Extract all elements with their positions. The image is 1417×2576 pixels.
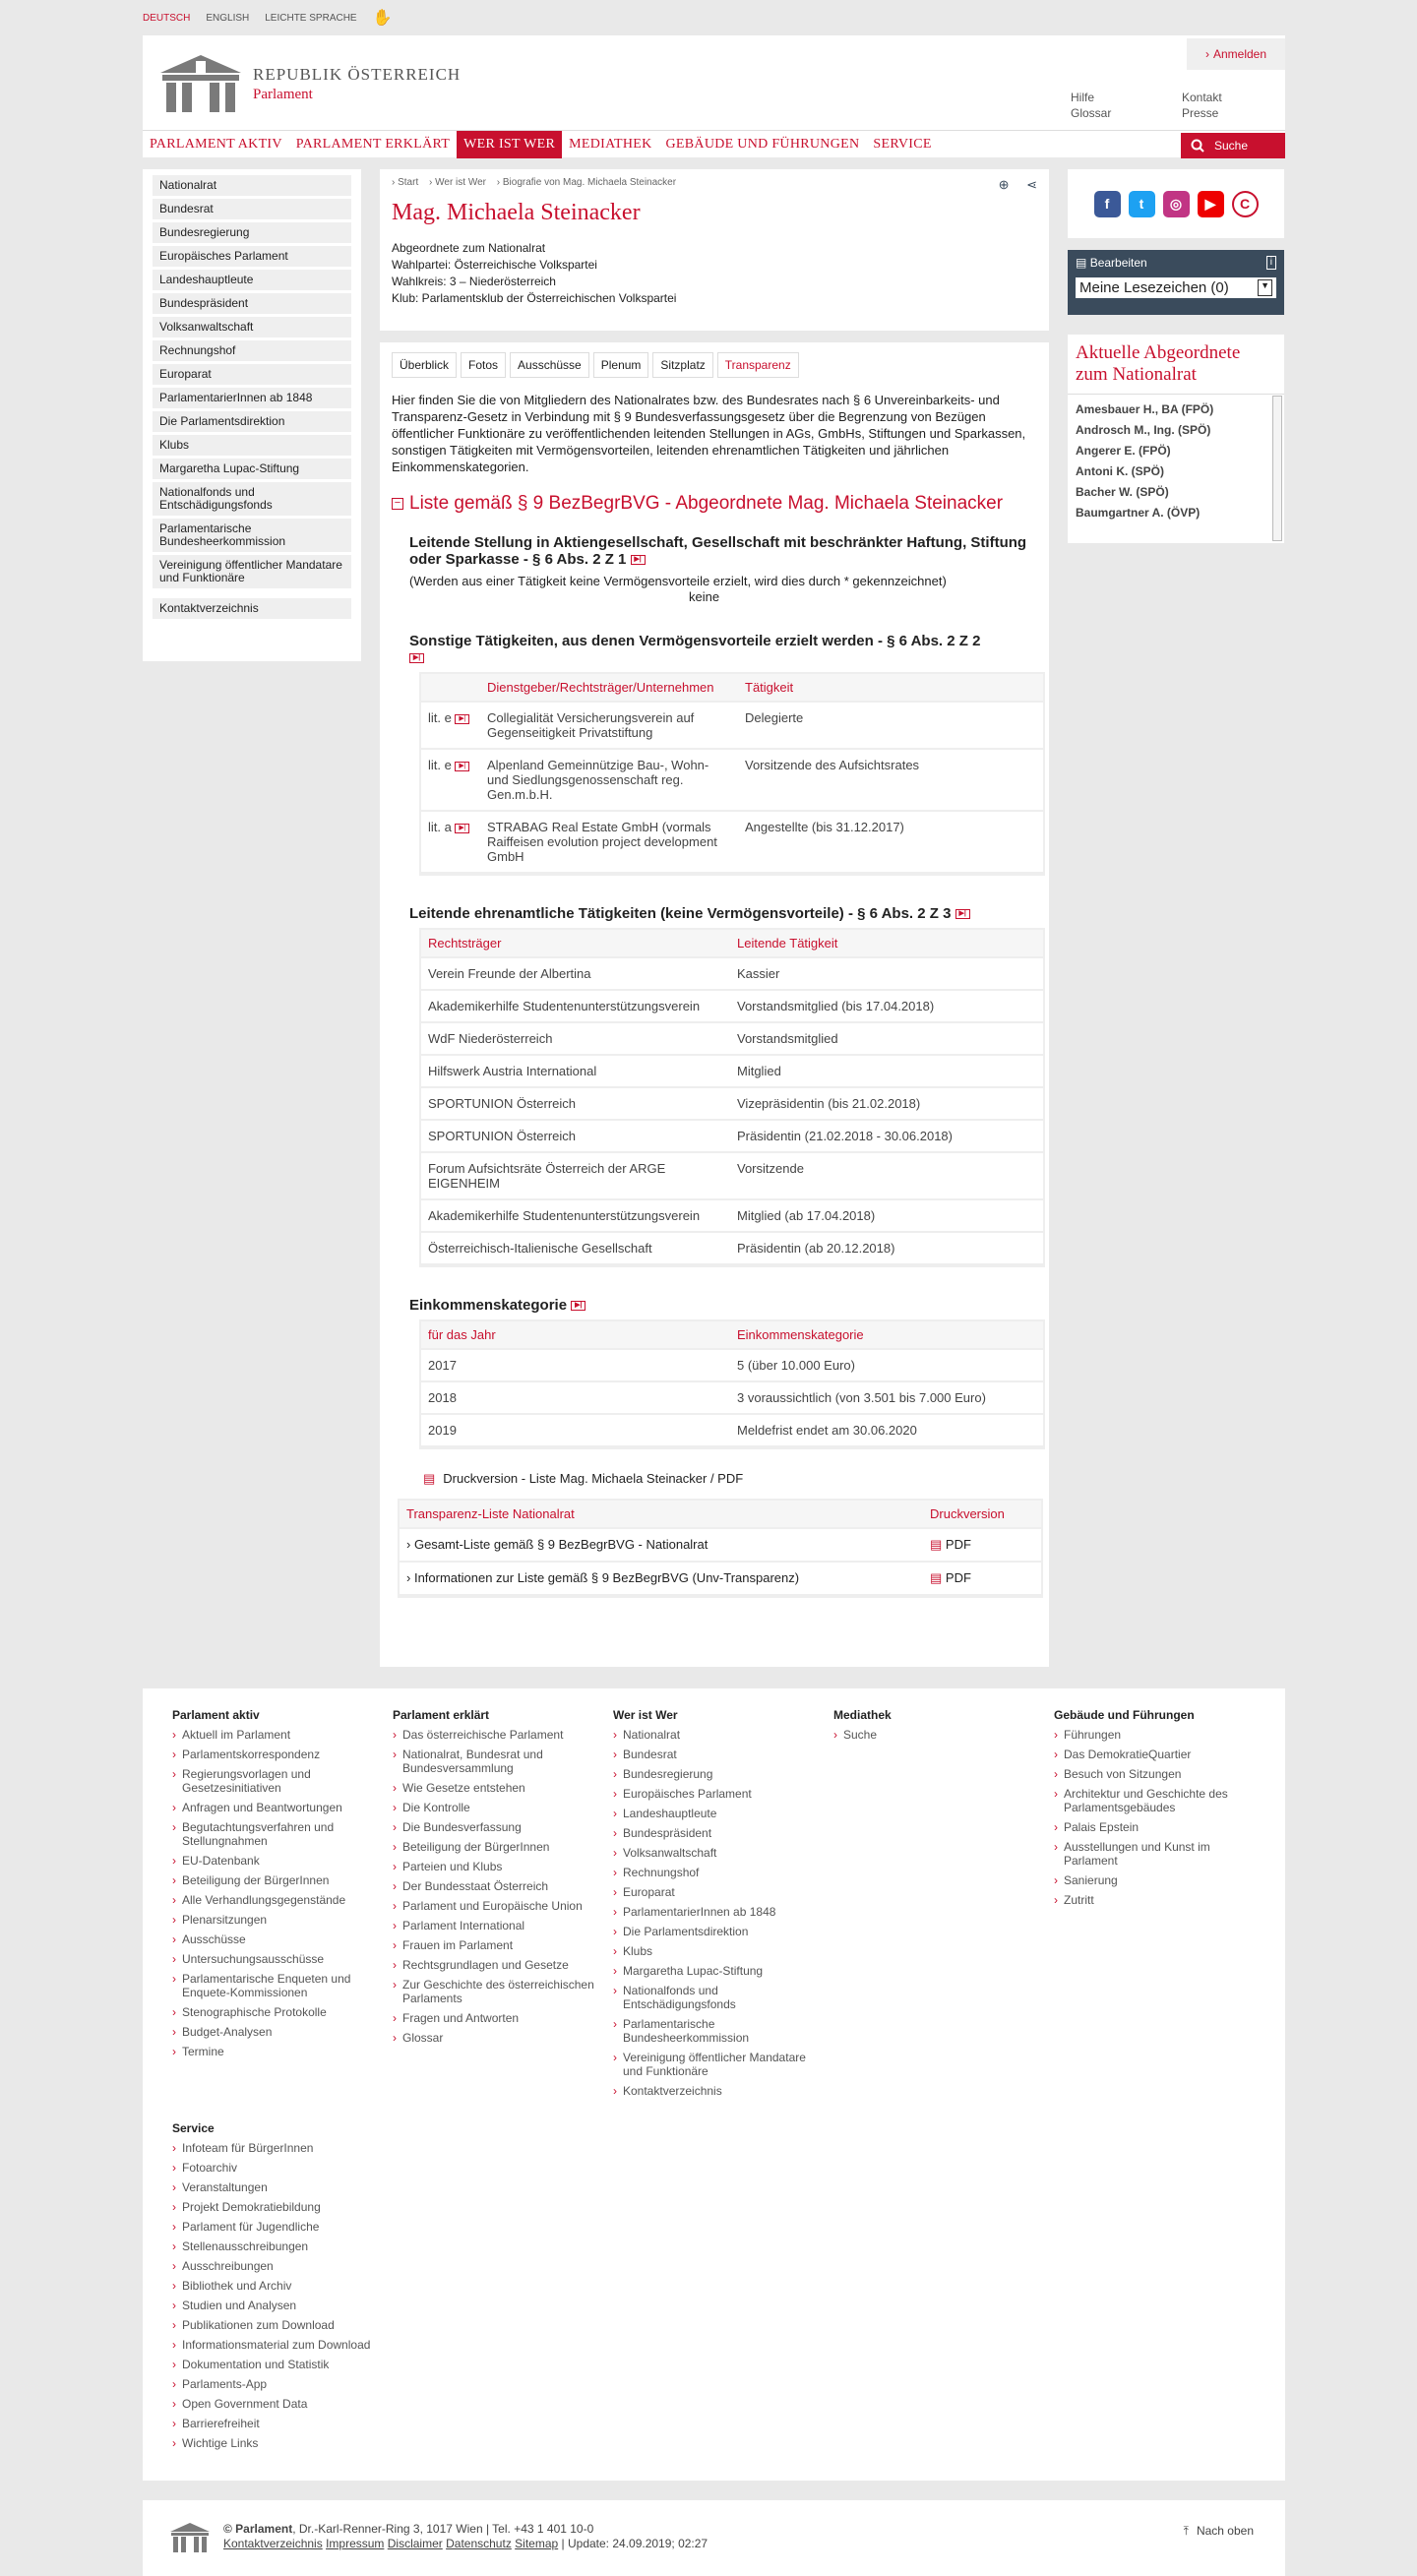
help-links xyxy=(1071,90,1111,121)
list-toggle[interactable] xyxy=(392,493,1037,515)
footer-link[interactable]: › ParlamentarierInnen ab 1848 xyxy=(613,1905,820,1919)
footer-heading[interactable]: Gebäude und Führungen xyxy=(1054,1708,1195,1722)
footer-link[interactable]: › Anfragen und Beantwortungen xyxy=(172,1801,379,1814)
sidebar-item-bundespraesident[interactable]: Bundespräsident xyxy=(153,293,351,314)
press-link[interactable]: Presse xyxy=(1182,106,1219,120)
table-row xyxy=(421,1381,1043,1414)
sidebar-item-europarat[interactable]: Europarat xyxy=(153,364,351,385)
footer-link[interactable]: › Dokumentation und Statistik xyxy=(172,2358,379,2371)
section-ehrenamt-title xyxy=(409,905,1037,922)
cell-category: Meldefrist endet am 30.06.2020 xyxy=(730,1414,1043,1446)
footer-heading[interactable]: Service xyxy=(172,2121,215,2135)
facebook-icon[interactable]: f xyxy=(1094,191,1121,217)
footer-col-gebaeude xyxy=(1054,1708,1261,1913)
footer-link[interactable]: › Projekt Demokratiebildung xyxy=(172,2200,379,2214)
login-button[interactable]: › Anmelden xyxy=(1187,38,1285,70)
login-label: Anmelden xyxy=(1212,47,1267,61)
footer-link[interactable]: › Termine xyxy=(172,2045,379,2058)
s4-col-1: für das Jahr xyxy=(421,1321,730,1349)
cell-doc[interactable]: Informationen zur Liste gemäß § 9 BezBegrBVG (Unv-Transparenz) xyxy=(413,1570,800,1585)
footer-col-wer-ist-wer xyxy=(613,1708,820,2104)
footer-link[interactable]: › Der Bundesstaat Österreich xyxy=(393,1879,599,1893)
bottom-bar xyxy=(143,2500,1285,2576)
sidebar-item-parlamentarier-1848[interactable]: ParlamentarierInnen ab 1848 xyxy=(153,388,351,408)
cell-year: 2017 xyxy=(421,1349,730,1381)
cell-lit: lit. e xyxy=(428,710,452,725)
footer-link[interactable]: › Das DemokratieQuartier xyxy=(1054,1748,1261,1761)
footer-link[interactable]: › Regierungsvorlagen und Gesetzesinitiativen xyxy=(172,1767,379,1795)
cell-role: Präsidentin (ab 20.12.2018) xyxy=(730,1232,1043,1264)
current-members-panel xyxy=(1068,335,1284,543)
table-row xyxy=(421,1199,1043,1232)
s3-table xyxy=(419,928,1045,1267)
cell-org: Akademikerhilfe Studentenunterstützungsverein xyxy=(421,1199,730,1232)
chevron-down-icon: ▼ xyxy=(1258,279,1272,296)
search-icon xyxy=(1191,139,1204,153)
s5-col-1: Transparenz-Liste Nationalrat xyxy=(400,1501,923,1528)
tab-sitzplatz[interactable]: Sitzplatz xyxy=(652,352,712,378)
transparency-panel xyxy=(380,342,1049,1667)
list-item[interactable]: Angerer E. (FPÖ) xyxy=(1076,444,1171,458)
cell-org: Collegialität Versicherungsverein auf Gegenseitigkeit Privatstiftung xyxy=(480,702,738,749)
cell-role: Kassier xyxy=(730,957,1043,990)
person-info xyxy=(392,240,1037,307)
bookmark-select[interactable] xyxy=(1076,277,1276,298)
footer-col-parlament-aktiv xyxy=(172,1708,379,2064)
breadcrumb-wer-ist-wer[interactable]: Wer ist Wer xyxy=(435,177,486,188)
lang-deutsch[interactable]: DEUTSCH xyxy=(143,12,191,24)
footer-link[interactable]: › Rechnungshof xyxy=(613,1866,820,1879)
list-item[interactable]: Androsch M., Ing. (SPÖ) xyxy=(1076,423,1211,437)
search-button[interactable] xyxy=(1181,133,1285,158)
cell-org: Forum Aufsichtsräte Österreich der ARGE EIGENHEIM xyxy=(421,1152,730,1199)
logo-title: REPUBLIK ÖSTERREICH xyxy=(253,64,462,84)
nav-parlament-erklaert[interactable]: PARLAMENT ERKLÄRT xyxy=(295,136,451,152)
list-item[interactable]: Antoni K. (SPÖ) xyxy=(1076,464,1164,478)
search-label: Suche xyxy=(1214,139,1249,153)
footer xyxy=(143,1688,1285,2481)
footer-link[interactable]: › Europäisches Parlament xyxy=(613,1787,820,1801)
sidebar-item-eu-parlament[interactable]: Europäisches Parlament xyxy=(153,246,351,267)
info-icon[interactable]: i xyxy=(1266,256,1276,270)
main-nav xyxy=(143,130,1285,157)
cell-lit: lit. a xyxy=(428,820,452,834)
back-to-top-label: Nach oben xyxy=(1196,2524,1254,2538)
footer-link[interactable]: › Parlamentarische Enqueten und Enquete-Kommissionen xyxy=(172,1972,379,1999)
footer-col-parlament-erklaert xyxy=(393,1708,599,2051)
footer-link[interactable]: › Die Kontrolle xyxy=(393,1801,599,1814)
profile-panel xyxy=(380,169,1049,331)
link-sitemap[interactable]: Sitemap xyxy=(515,2537,559,2550)
intro-text: Hier finden Sie die von Mitgliedern des Nationalrates bzw. des Bundesrates nach § 6 Unvereinbarkeits- und Transparenz-Gesetz in Verbindung mit § 9 Bundesverfassungsgesetz über die Begrenzung von Bezügen öffentlicher Funktionäre zu veröffentlichenden leitenden Stellungen in AGs, GmbHs, Stiftungen und Sparkassen, sonstigen Tätigkeiten mit Vermögensvorteilen, leitenden ehrenamtlichen Tätigkeiten und jährlichen Einkommenskategorien. xyxy=(392,393,1026,474)
s4-col-2: Einkommenskategorie xyxy=(730,1321,1043,1349)
footer-link[interactable]: › Klubs xyxy=(613,1944,820,1958)
table-row xyxy=(421,702,1043,749)
s3-col-2: Leitende Tätigkeit xyxy=(730,930,1043,957)
nav-gebaeude[interactable]: GEBÄUDE UND FÜHRUNGEN xyxy=(665,136,860,152)
table-row xyxy=(421,1152,1043,1199)
footer-link[interactable]: › Parlaments-App xyxy=(172,2377,379,2391)
footer-link[interactable]: › Barrierefreiheit xyxy=(172,2417,379,2430)
footer-heading[interactable]: Wer ist Wer xyxy=(613,1708,678,1722)
footer-link[interactable]: › Bundesrat xyxy=(613,1748,820,1761)
lang-leichte-sprache[interactable]: LEICHTE SPRACHE xyxy=(265,12,357,24)
list-item[interactable]: Bacher W. (SPÖ) xyxy=(1076,485,1169,499)
table-row xyxy=(421,749,1043,811)
footer-link[interactable]: › Europarat xyxy=(613,1885,820,1899)
sidebar-item-bundesrat[interactable]: Bundesrat xyxy=(153,199,351,219)
copyright-org: © Parlament xyxy=(223,2522,293,2536)
cell-category: 3 voraussichtlich (von 3.501 bis 7.000 Euro) xyxy=(730,1381,1043,1414)
parliament-building-icon xyxy=(156,53,245,114)
cell-year: 2018 xyxy=(421,1381,730,1414)
glossary-link[interactable]: Glossar xyxy=(1071,106,1112,120)
table-row xyxy=(421,1349,1043,1381)
s2-col-1: Dienstgeber/Rechtsträger/Unternehmen xyxy=(480,674,738,702)
youtube-icon[interactable]: ▶ xyxy=(1198,191,1224,217)
list-item[interactable]: Amesbauer H., BA (FPÖ) xyxy=(1076,402,1214,416)
cell-role: Präsidentin (21.02.2018 - 30.06.2018) xyxy=(730,1120,1043,1152)
link-disclaimer[interactable]: Disclaimer xyxy=(387,2537,443,2550)
footer-link[interactable]: › Nationalrat, Bundesrat und Bundesversammlung xyxy=(393,1748,599,1775)
footer-link[interactable]: › Volksanwaltschaft xyxy=(613,1846,820,1860)
sidebar-item-klubs[interactable]: Klubs xyxy=(153,435,351,456)
nav-wer-ist-wer[interactable]: WER IST WER xyxy=(457,131,562,158)
table-row xyxy=(421,990,1043,1022)
footer-link[interactable]: › Begutachtungsverfahren und Stellungnahmen xyxy=(172,1820,379,1848)
footer-link[interactable]: › Führungen xyxy=(1054,1728,1261,1742)
footer-link[interactable]: › Landeshauptleute xyxy=(613,1807,820,1820)
contact-link[interactable]: Kontakt xyxy=(1182,91,1222,104)
cell-org: SPORTUNION Österreich xyxy=(421,1120,730,1152)
footer-link[interactable]: › EU-Datenbank xyxy=(172,1854,379,1868)
footer-link[interactable]: › Parlamentarische Bundesheerkommission xyxy=(613,2017,820,2045)
footer-link[interactable]: › Fotoarchiv xyxy=(172,2161,379,2175)
cell-pdf[interactable]: PDF xyxy=(945,1570,971,1585)
cell-org: Alpenland Gemeinnützige Bau-, Wohn- und Siedlungsgenossenschaft reg. Gen.m.b.H. xyxy=(480,749,738,811)
footer-link[interactable]: › Ausschüsse xyxy=(172,1932,379,1946)
cell-role: Vizepräsidentin (bis 21.02.2018) xyxy=(730,1087,1043,1120)
current-members-title: Aktuelle Abgeordnete zum Nationalrat xyxy=(1076,342,1241,385)
tab-ueberblick[interactable]: Überblick xyxy=(392,352,457,378)
s2-col-empty xyxy=(421,674,480,702)
footer-link[interactable]: › Parlament International xyxy=(393,1919,599,1932)
collapse-icon: − xyxy=(392,498,403,510)
print-label: Druckversion - Liste Mag. Michaela Steinacker / PDF xyxy=(443,1471,744,1486)
footer-link[interactable]: › Kontaktverzeichnis xyxy=(613,2084,820,2098)
footer-link[interactable]: › Ausschreibungen xyxy=(172,2259,379,2273)
footer-link[interactable]: › Infoteam für BürgerInnen xyxy=(172,2141,379,2155)
cell-org: STRABAG Real Estate GmbH (vormals Raiffeisen evolution project development GmbH xyxy=(480,811,738,873)
footer-link[interactable]: › Beteiligung der BürgerInnen xyxy=(172,1873,379,1887)
breadcrumb-start[interactable]: Start xyxy=(398,177,419,188)
footer-link[interactable]: › Frauen im Parlament xyxy=(393,1938,599,1952)
sidebar xyxy=(143,169,361,661)
cell-doc[interactable]: Gesamt-Liste gemäß § 9 BezBegrBVG - Nationalrat xyxy=(413,1537,708,1552)
s3-col-1: Rechtsträger xyxy=(421,930,730,957)
footer-link[interactable]: › Vereinigung öffentlicher Mandatare und Funktionäre xyxy=(613,2051,820,2078)
footer-link[interactable]: › Budget-Analysen xyxy=(172,2025,379,2039)
cell-category: 5 (über 10.000 Euro) xyxy=(730,1349,1043,1381)
sign-language-icon[interactable]: ✋ xyxy=(372,10,393,27)
sidebar-item-parlamentsdirektion[interactable]: Die Parlamentsdirektion xyxy=(153,411,351,432)
cell-org: Hilfswerk Austria International xyxy=(421,1055,730,1087)
twitter-icon[interactable]: t xyxy=(1129,191,1155,217)
footer-link[interactable]: › Beteiligung der BürgerInnen xyxy=(393,1840,599,1854)
footer-link[interactable]: › Parlamentskorrespondenz xyxy=(172,1748,379,1761)
s3-title-text: Leitende ehrenamtliche Tätigkeiten (keine Vermögensvorteile) - § 6 Abs. 2 Z 3 xyxy=(409,905,952,922)
cell-pdf[interactable]: PDF xyxy=(945,1537,971,1552)
footer-link[interactable]: › Das österreichische Parlament xyxy=(393,1728,599,1742)
footer-link[interactable]: › Parteien und Klubs xyxy=(393,1860,599,1873)
cell-lit: lit. e xyxy=(428,758,452,772)
person-party: Wahlpartei: Österreichische Volkspartei xyxy=(392,258,597,272)
table-row xyxy=(421,1055,1043,1087)
table-row[interactable]: › Gesamt-Liste gemäß § 9 BezBegrBVG - Nationalrat ▤ PDF xyxy=(400,1528,1041,1562)
footer-link[interactable]: › Zutritt xyxy=(1054,1893,1261,1907)
sidebar-item-rechnungshof[interactable]: Rechnungshof xyxy=(153,340,351,361)
cell-role: Vorsitzende xyxy=(730,1152,1043,1199)
sidebar-item-vereinigung[interactable]: Vereinigung öffentlicher Mandatare und Funktionäre xyxy=(153,555,351,588)
logo-subtitle: Parlament xyxy=(253,86,313,102)
footer-link[interactable]: › Besuch von Sitzungen xyxy=(1054,1767,1261,1781)
footer-link[interactable]: › Zur Geschichte des österreichischen Parlaments xyxy=(393,1978,599,2005)
footer-link[interactable]: › Nationalrat xyxy=(613,1728,820,1742)
sidebar-item-lupac-stiftung[interactable]: Margaretha Lupac-Stiftung xyxy=(153,459,351,479)
table-row xyxy=(421,1087,1043,1120)
cell-role: Mitglied xyxy=(730,1055,1043,1087)
s5-col-2: Druckversion xyxy=(923,1501,1041,1528)
footer-link[interactable]: › Informationsmaterial zum Download xyxy=(172,2338,379,2352)
cell-org: Österreichisch-Italienische Gesellschaft xyxy=(421,1232,730,1264)
footer-link[interactable]: › Untersuchungsausschüsse xyxy=(172,1952,379,1966)
footer-link[interactable]: › Parlament für Jugendliche xyxy=(172,2220,379,2234)
update-date: | Update: 24.09.2019; 02:27 xyxy=(561,2537,708,2550)
info-icon[interactable]: ▶| xyxy=(455,762,469,771)
info-icon[interactable]: ▶| xyxy=(571,1301,585,1311)
link-impressum[interactable]: Impressum xyxy=(326,2537,385,2550)
info-icon[interactable]: ▶| xyxy=(409,653,424,663)
bookmark-select-value: Meine Lesezeichen (0) xyxy=(1079,279,1229,296)
footer-link[interactable]: › Veranstaltungen xyxy=(172,2180,379,2194)
footer-link[interactable]: › Studien und Analysen xyxy=(172,2299,379,2312)
footer-heading[interactable]: Parlament erklärt xyxy=(393,1708,490,1722)
parliament-logo[interactable] xyxy=(156,53,461,114)
parliament-building-icon xyxy=(168,2522,212,2553)
tab-bar xyxy=(392,352,1037,378)
pdf-icon: ▤ xyxy=(423,1471,436,1486)
cell-role: Delegierte xyxy=(738,702,1043,749)
s2-title-text: Sonstige Tätigkeiten, aus denen Vermögensvorteile erzielt werden - § 6 Abs. 2 Z 2 xyxy=(409,633,981,649)
sidebar-item-volksanwaltschaft[interactable]: Volksanwaltschaft xyxy=(153,317,351,337)
cell-role: Vorstandsmitglied xyxy=(730,1022,1043,1055)
footer-link[interactable]: › Nationalfonds und Entschädigungsfonds xyxy=(613,1984,820,2011)
section-einkommen-title xyxy=(409,1297,1037,1314)
table-row xyxy=(421,1414,1043,1446)
footer-link[interactable]: › Bibliothek und Archiv xyxy=(172,2279,379,2293)
footer-link[interactable]: › Die Parlamentsdirektion xyxy=(613,1925,820,1938)
bearbeiten-label: Bearbeiten xyxy=(1089,256,1147,270)
scrollbar[interactable] xyxy=(1272,396,1282,541)
tab-ausschuesse[interactable]: Ausschüsse xyxy=(510,352,589,378)
footer-link[interactable]: › Publikationen zum Download xyxy=(172,2318,379,2332)
footer-link[interactable]: › Stenographische Protokolle xyxy=(172,2005,379,2019)
page-title: Mag. Michaela Steinacker xyxy=(392,200,641,225)
print-link[interactable] xyxy=(423,1471,1037,1487)
footer-link[interactable]: › Bundesregierung xyxy=(613,1767,820,1781)
sidebar-item-bundesheerkommission[interactable]: Parlamentarische Bundesheerkommission xyxy=(153,519,351,552)
link-kontaktverzeichnis[interactable]: Kontaktverzeichnis xyxy=(223,2537,323,2550)
table-row xyxy=(421,1232,1043,1264)
s4-table xyxy=(419,1319,1045,1449)
footer-link[interactable]: › Stellenausschreibungen xyxy=(172,2239,379,2253)
list-title: Liste gemäß § 9 BezBegrBVG - Abgeordnete Mag. Michaela Steinacker xyxy=(409,493,1004,514)
header xyxy=(143,35,1285,130)
breadcrumb: › Start › Wer ist Wer › Biografie von Mag. Michaela Steinacker xyxy=(392,177,677,188)
footer-link[interactable]: › Architektur und Geschichte des Parlamentsgebäudes xyxy=(1054,1787,1261,1814)
footer-link[interactable]: › Ausstellungen und Kunst im Parlament xyxy=(1054,1840,1261,1868)
cell-role: Mitglied (ab 17.04.2018) xyxy=(730,1199,1043,1232)
info-icon[interactable]: ▶| xyxy=(455,824,469,833)
bookmarks-panel xyxy=(1068,250,1284,315)
footer-link[interactable]: › Margaretha Lupac-Stiftung xyxy=(613,1964,820,1978)
footer-col-mediathek xyxy=(833,1708,1040,1748)
table-row xyxy=(421,1120,1043,1152)
person-club: Klub: Parlamentsklub der Österreichischen Volkspartei xyxy=(392,291,677,305)
cell-org: WdF Niederösterreich xyxy=(421,1022,730,1055)
tab-transparenz[interactable]: Transparenz xyxy=(717,352,799,378)
table-row xyxy=(421,811,1043,873)
sidebar-item-landeshauptleute[interactable]: Landeshauptleute xyxy=(153,270,351,290)
nav-parlament-aktiv[interactable]: PARLAMENT AKTIV xyxy=(150,136,282,152)
tab-fotos[interactable]: Fotos xyxy=(461,352,506,378)
footer-link[interactable]: › Plenarsitzungen xyxy=(172,1913,379,1927)
person-district: Wahlkreis: 3 – Niederösterreich xyxy=(392,275,556,288)
s1-note: (Werden aus einer Tätigkeit keine Vermögensvorteile erzielt, wird dies durch * gekennzeichnet) xyxy=(409,574,947,588)
contact-links xyxy=(1182,90,1222,121)
info-icon[interactable]: ▶| xyxy=(455,714,469,724)
s5-table xyxy=(398,1499,1043,1598)
bookmark-icon[interactable]: ⊕ xyxy=(998,177,1010,192)
cell-org: Verein Freunde der Albertina xyxy=(421,957,730,990)
footer-heading[interactable]: Mediathek xyxy=(833,1708,892,1722)
parliament-app-icon[interactable]: C xyxy=(1232,191,1259,217)
table-row xyxy=(421,957,1043,990)
sidebar-item-bundesregierung[interactable]: Bundesregierung xyxy=(153,222,351,243)
s2-table xyxy=(419,672,1045,876)
cell-role: Vorsitzende des Aufsichtsrates xyxy=(738,749,1043,811)
footer-link[interactable]: › Wie Gesetze entstehen xyxy=(393,1781,599,1795)
nav-mediathek[interactable]: MEDIATHEK xyxy=(569,136,652,152)
pdf-icon: ▤ xyxy=(930,1570,943,1585)
footer-link[interactable]: › Die Bundesverfassung xyxy=(393,1820,599,1834)
breadcrumb-current: Biografie von Mag. Michaela Steinacker xyxy=(502,177,677,188)
pdf-icon: ▤ xyxy=(930,1537,943,1552)
footer-link[interactable]: › Fragen und Antworten xyxy=(393,2011,599,2025)
nav-service[interactable]: SERVICE xyxy=(873,136,932,152)
arrow-up-icon: ⤒ xyxy=(1183,2524,1189,2538)
instagram-icon[interactable]: ◎ xyxy=(1163,191,1190,217)
members-list xyxy=(1076,399,1276,537)
cell-org: Akademikerhilfe Studentenunterstützungsverein xyxy=(421,990,730,1022)
section-sonstige-title xyxy=(409,633,1037,666)
link-datenschutz[interactable]: Datenschutz xyxy=(446,2537,512,2550)
s2-col-2: Tätigkeit xyxy=(738,674,1043,702)
s1-title-text: Leitende Stellung in Aktiengesellschaft, Gesellschaft mit beschränkter Haftung, Stiftung oder Sparkasse - § 6 Abs. 2 Z 1 xyxy=(409,534,1027,568)
edit-icon: ▤ xyxy=(1076,256,1087,270)
lang-english[interactable]: ENGLISH xyxy=(206,12,250,24)
footer-link[interactable]: › Aktuell im Parlament xyxy=(172,1728,379,1742)
footer-link[interactable]: › Open Government Data xyxy=(172,2397,379,2411)
table-row[interactable]: › Informationen zur Liste gemäß § 9 BezBegrBVG (Unv-Transparenz) ▤ PDF xyxy=(400,1562,1041,1595)
back-to-top-button[interactable] xyxy=(1184,2524,1254,2539)
section-leitende-stellung-title xyxy=(409,534,1037,568)
footer-link[interactable]: › Suche xyxy=(833,1728,1040,1742)
sidebar-item-nationalfonds[interactable]: Nationalfonds und Entschädigungsfonds xyxy=(153,482,351,516)
footer-link[interactable]: › Bundespräsident xyxy=(613,1826,820,1840)
sidebar-item-nationalrat[interactable]: Nationalrat xyxy=(153,175,351,196)
cell-org: SPORTUNION Österreich xyxy=(421,1087,730,1120)
footer-link[interactable]: › Rechtsgrundlagen und Gesetze xyxy=(393,1958,599,1972)
footer-link[interactable]: › Palais Epstein xyxy=(1054,1820,1261,1834)
tab-plenum[interactable]: Plenum xyxy=(593,352,649,378)
cell-role: Vorstandsmitglied (bis 17.04.2018) xyxy=(730,990,1043,1022)
footer-link[interactable]: › Wichtige Links xyxy=(172,2436,379,2450)
footer-col-service xyxy=(172,2121,379,2456)
language-bar xyxy=(143,0,1285,35)
footer-heading[interactable]: Parlament aktiv xyxy=(172,1708,260,1722)
help-link[interactable]: Hilfe xyxy=(1071,91,1095,104)
social-links xyxy=(1068,169,1284,238)
cell-year: 2019 xyxy=(421,1414,730,1446)
s1-none: keine xyxy=(689,589,720,604)
cell-role: Angestellte (bis 31.12.2017) xyxy=(738,811,1043,873)
footer-link[interactable]: › Glossar xyxy=(393,2031,599,2045)
info-icon[interactable]: ▶| xyxy=(631,555,646,565)
share-icon[interactable]: ⋖ xyxy=(1026,177,1037,192)
footer-link[interactable]: › Alle Verhandlungsgegenstände xyxy=(172,1893,379,1907)
footer-link[interactable]: › Sanierung xyxy=(1054,1873,1261,1887)
s4-title-text: Einkommenskategorie xyxy=(409,1297,568,1314)
address: , Dr.-Karl-Renner-Ring 3, 1017 Wien | Tel. +43 1 401 10-0 xyxy=(292,2522,594,2536)
list-item[interactable]: Baumgartner A. (ÖVP) xyxy=(1076,506,1201,520)
person-role: Abgeordnete zum Nationalrat xyxy=(392,241,546,255)
footer-link[interactable]: › Parlament und Europäische Union xyxy=(393,1899,599,1913)
sidebar-item-kontaktverzeichnis[interactable]: Kontaktverzeichnis xyxy=(153,598,351,619)
info-icon[interactable]: ▶| xyxy=(955,909,970,919)
table-row xyxy=(421,1022,1043,1055)
